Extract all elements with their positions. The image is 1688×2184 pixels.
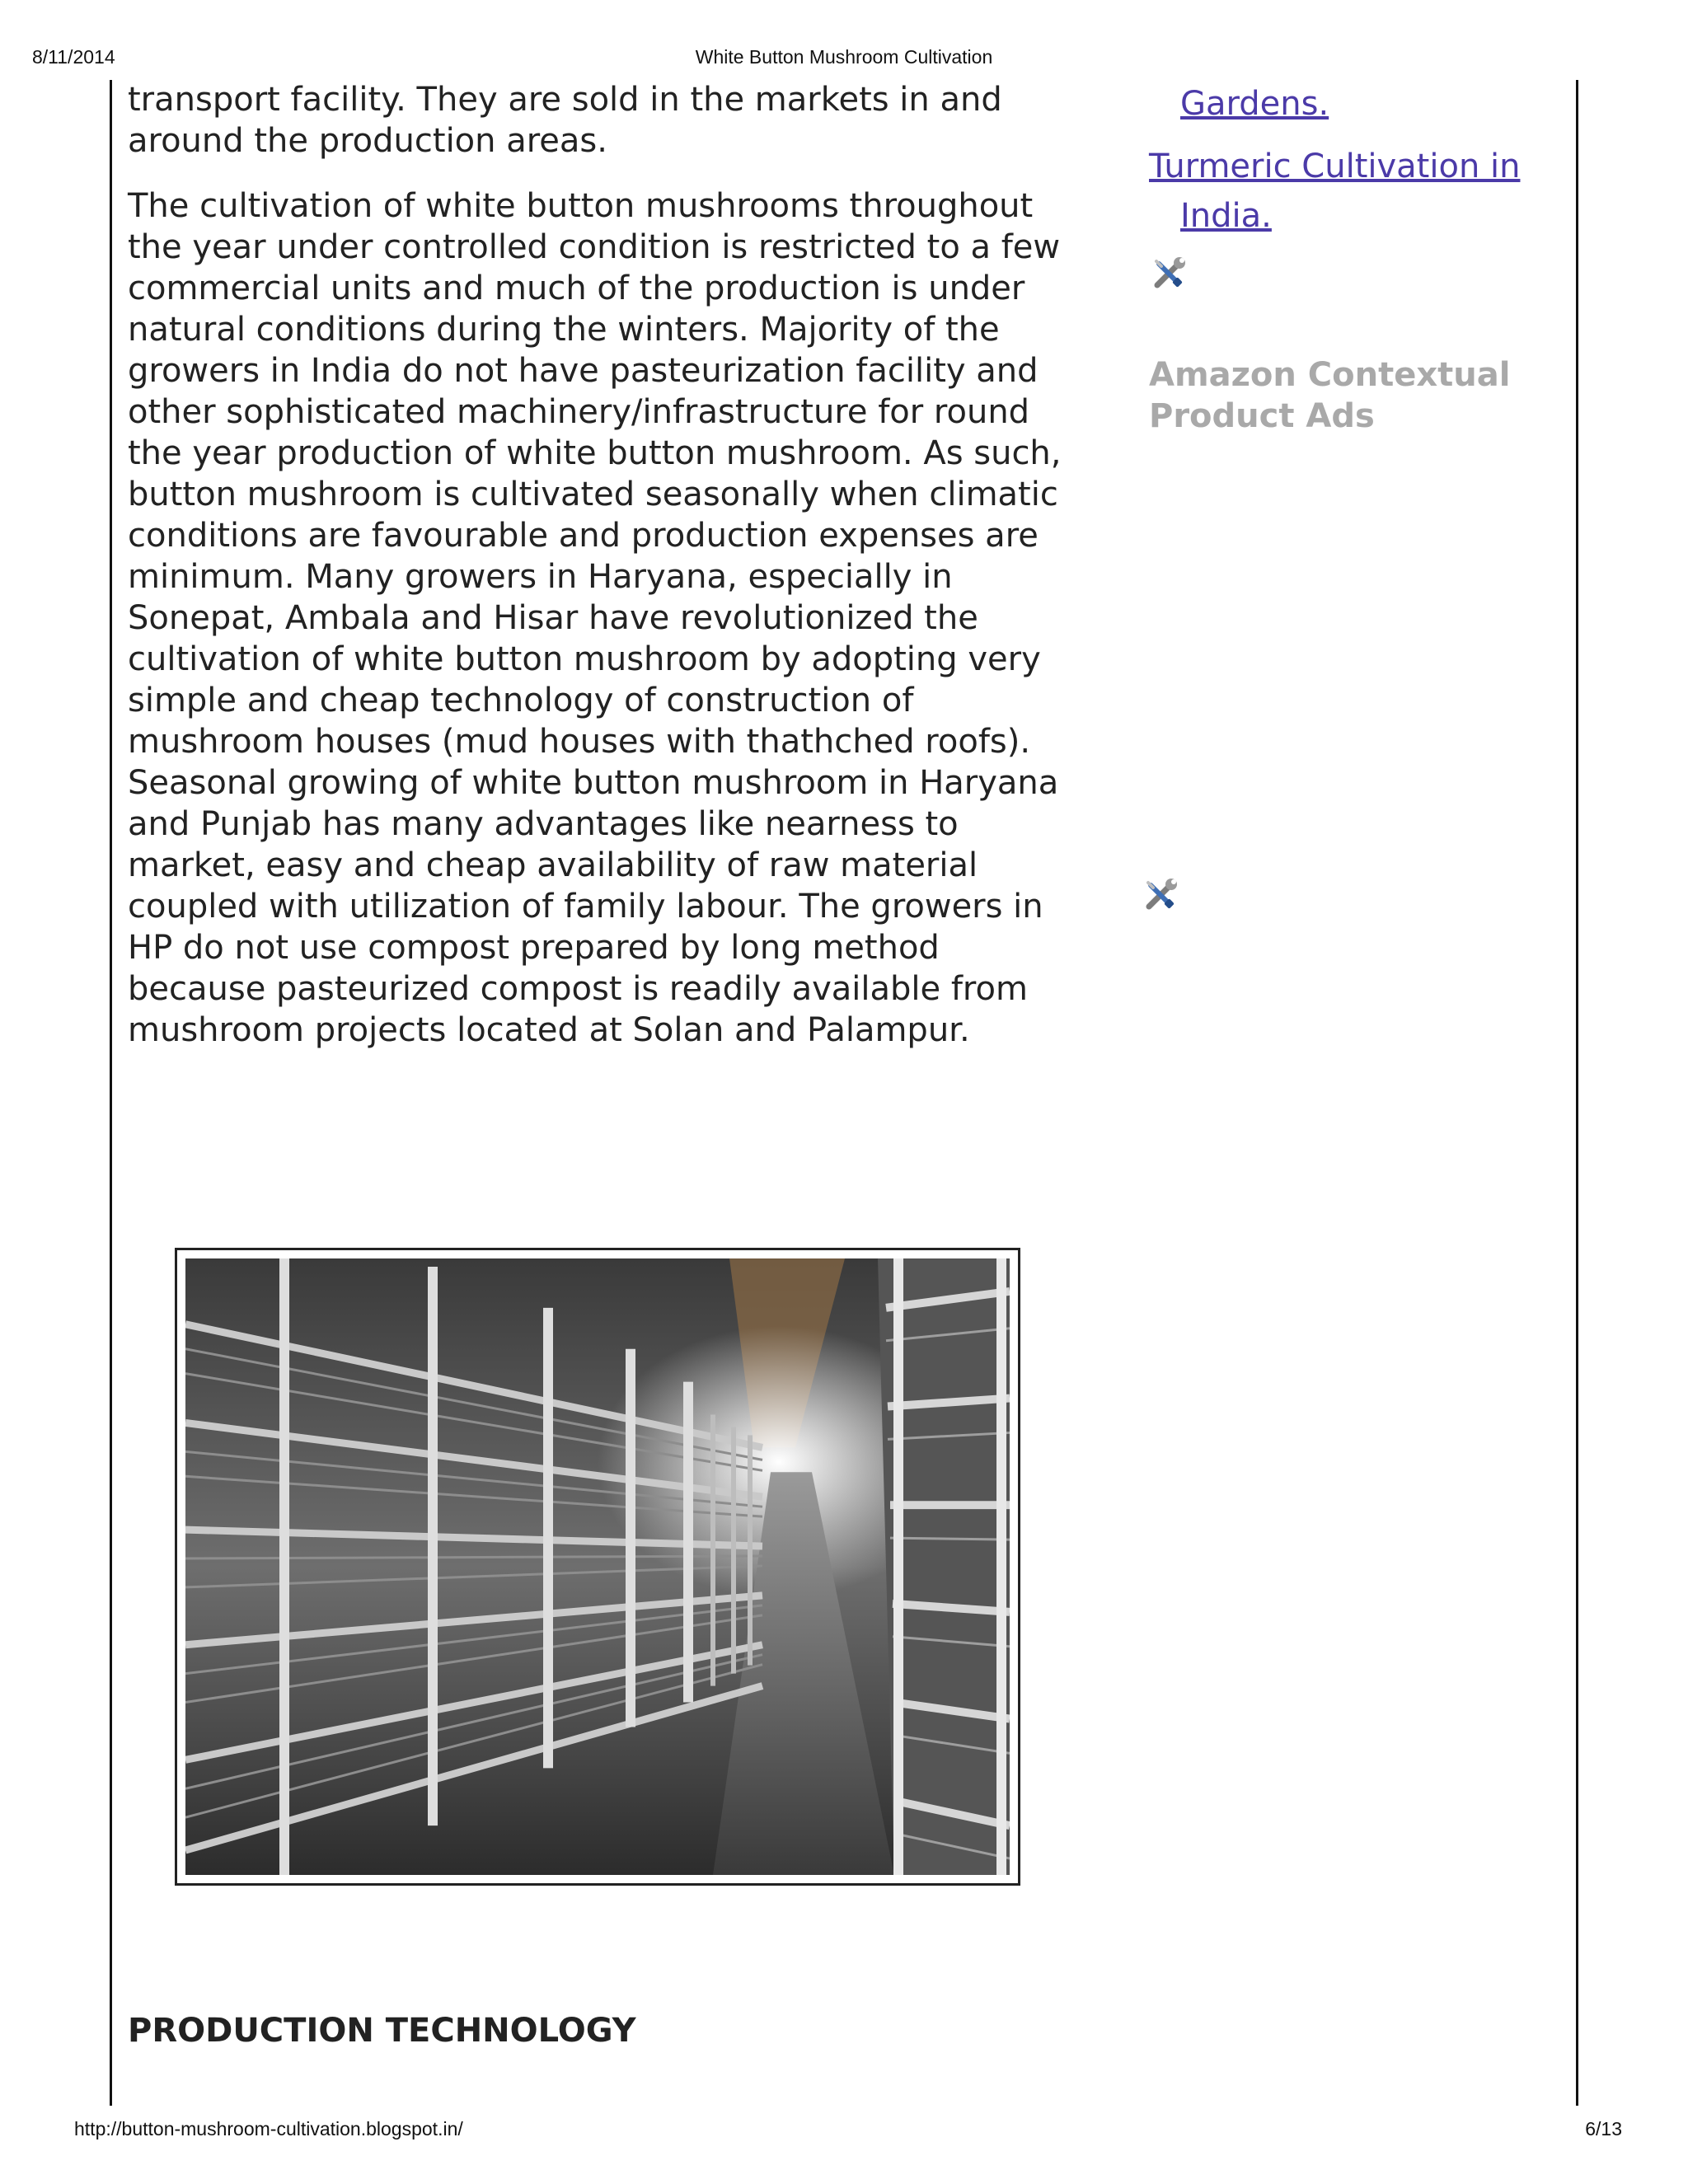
left-column-rule <box>110 80 112 2106</box>
print-page-number: 6/13 <box>1585 2118 1622 2139</box>
section-heading: PRODUCTION TECHNOLOGY <box>128 2012 636 2050</box>
article-paragraph: The cultivation of white button mushrooms throughout the year under controlled condition is restricted to a few commercial units and much of the production is under natural conditions during the winters. Majority of the growers in India do not have pasteurization facility and other sophisticated machinery/infrastructure for round the year production of white button mushroom. As such, button mushroom is cultivated seasonally when climatic conditions are favourable and production expenses are minimum. Many growers in Haryana, especially in Sonepat, Ambala and Hisar have revolutionized the cultivation of white button mushroom by adopting very simple and cheap technology of construction of mushroom houses (mud houses with thathched roofs). Seasonal growing of white button mushroom in Haryana and Punjab has many advantages like nearness to market, easy and cheap availability of raw material coupled with utilization of family labour. The growers in HP do not use compost prepared by long method because pasteurized compost is readily available from mushroom projects located at Solan and Palampur. <box>128 187 1062 1049</box>
sidebar-link-line: India. <box>1180 197 1272 235</box>
mushroom-shelving-image <box>185 1258 1010 1875</box>
article-body <box>128 79 1067 1051</box>
print-url: http://button-mushroom-cultivation.blogspot.in/ <box>74 2118 463 2139</box>
wrench-screwdriver-icon[interactable] <box>1149 254 1189 293</box>
wrench-screwdriver-icon[interactable] <box>1141 875 1180 915</box>
mushroom-house-photo <box>175 1248 1020 1886</box>
sidebar-link-turmeric-cultivation[interactable] <box>1149 142 1561 241</box>
sidebar-link-line: Turmeric Cultivation in <box>1149 148 1521 185</box>
right-column-rule <box>1576 80 1578 2106</box>
amazon-ads-heading: Amazon Contextual Product Ads <box>1149 356 1511 435</box>
article-paragraph: transport facility. They are sold in the markets in and around the production areas. <box>128 81 1002 160</box>
sidebar-link-gardens[interactable]: Gardens. <box>1180 85 1329 123</box>
print-title: White Button Mushroom Cultivation <box>695 46 993 68</box>
print-date: 8/11/2014 <box>32 46 115 68</box>
